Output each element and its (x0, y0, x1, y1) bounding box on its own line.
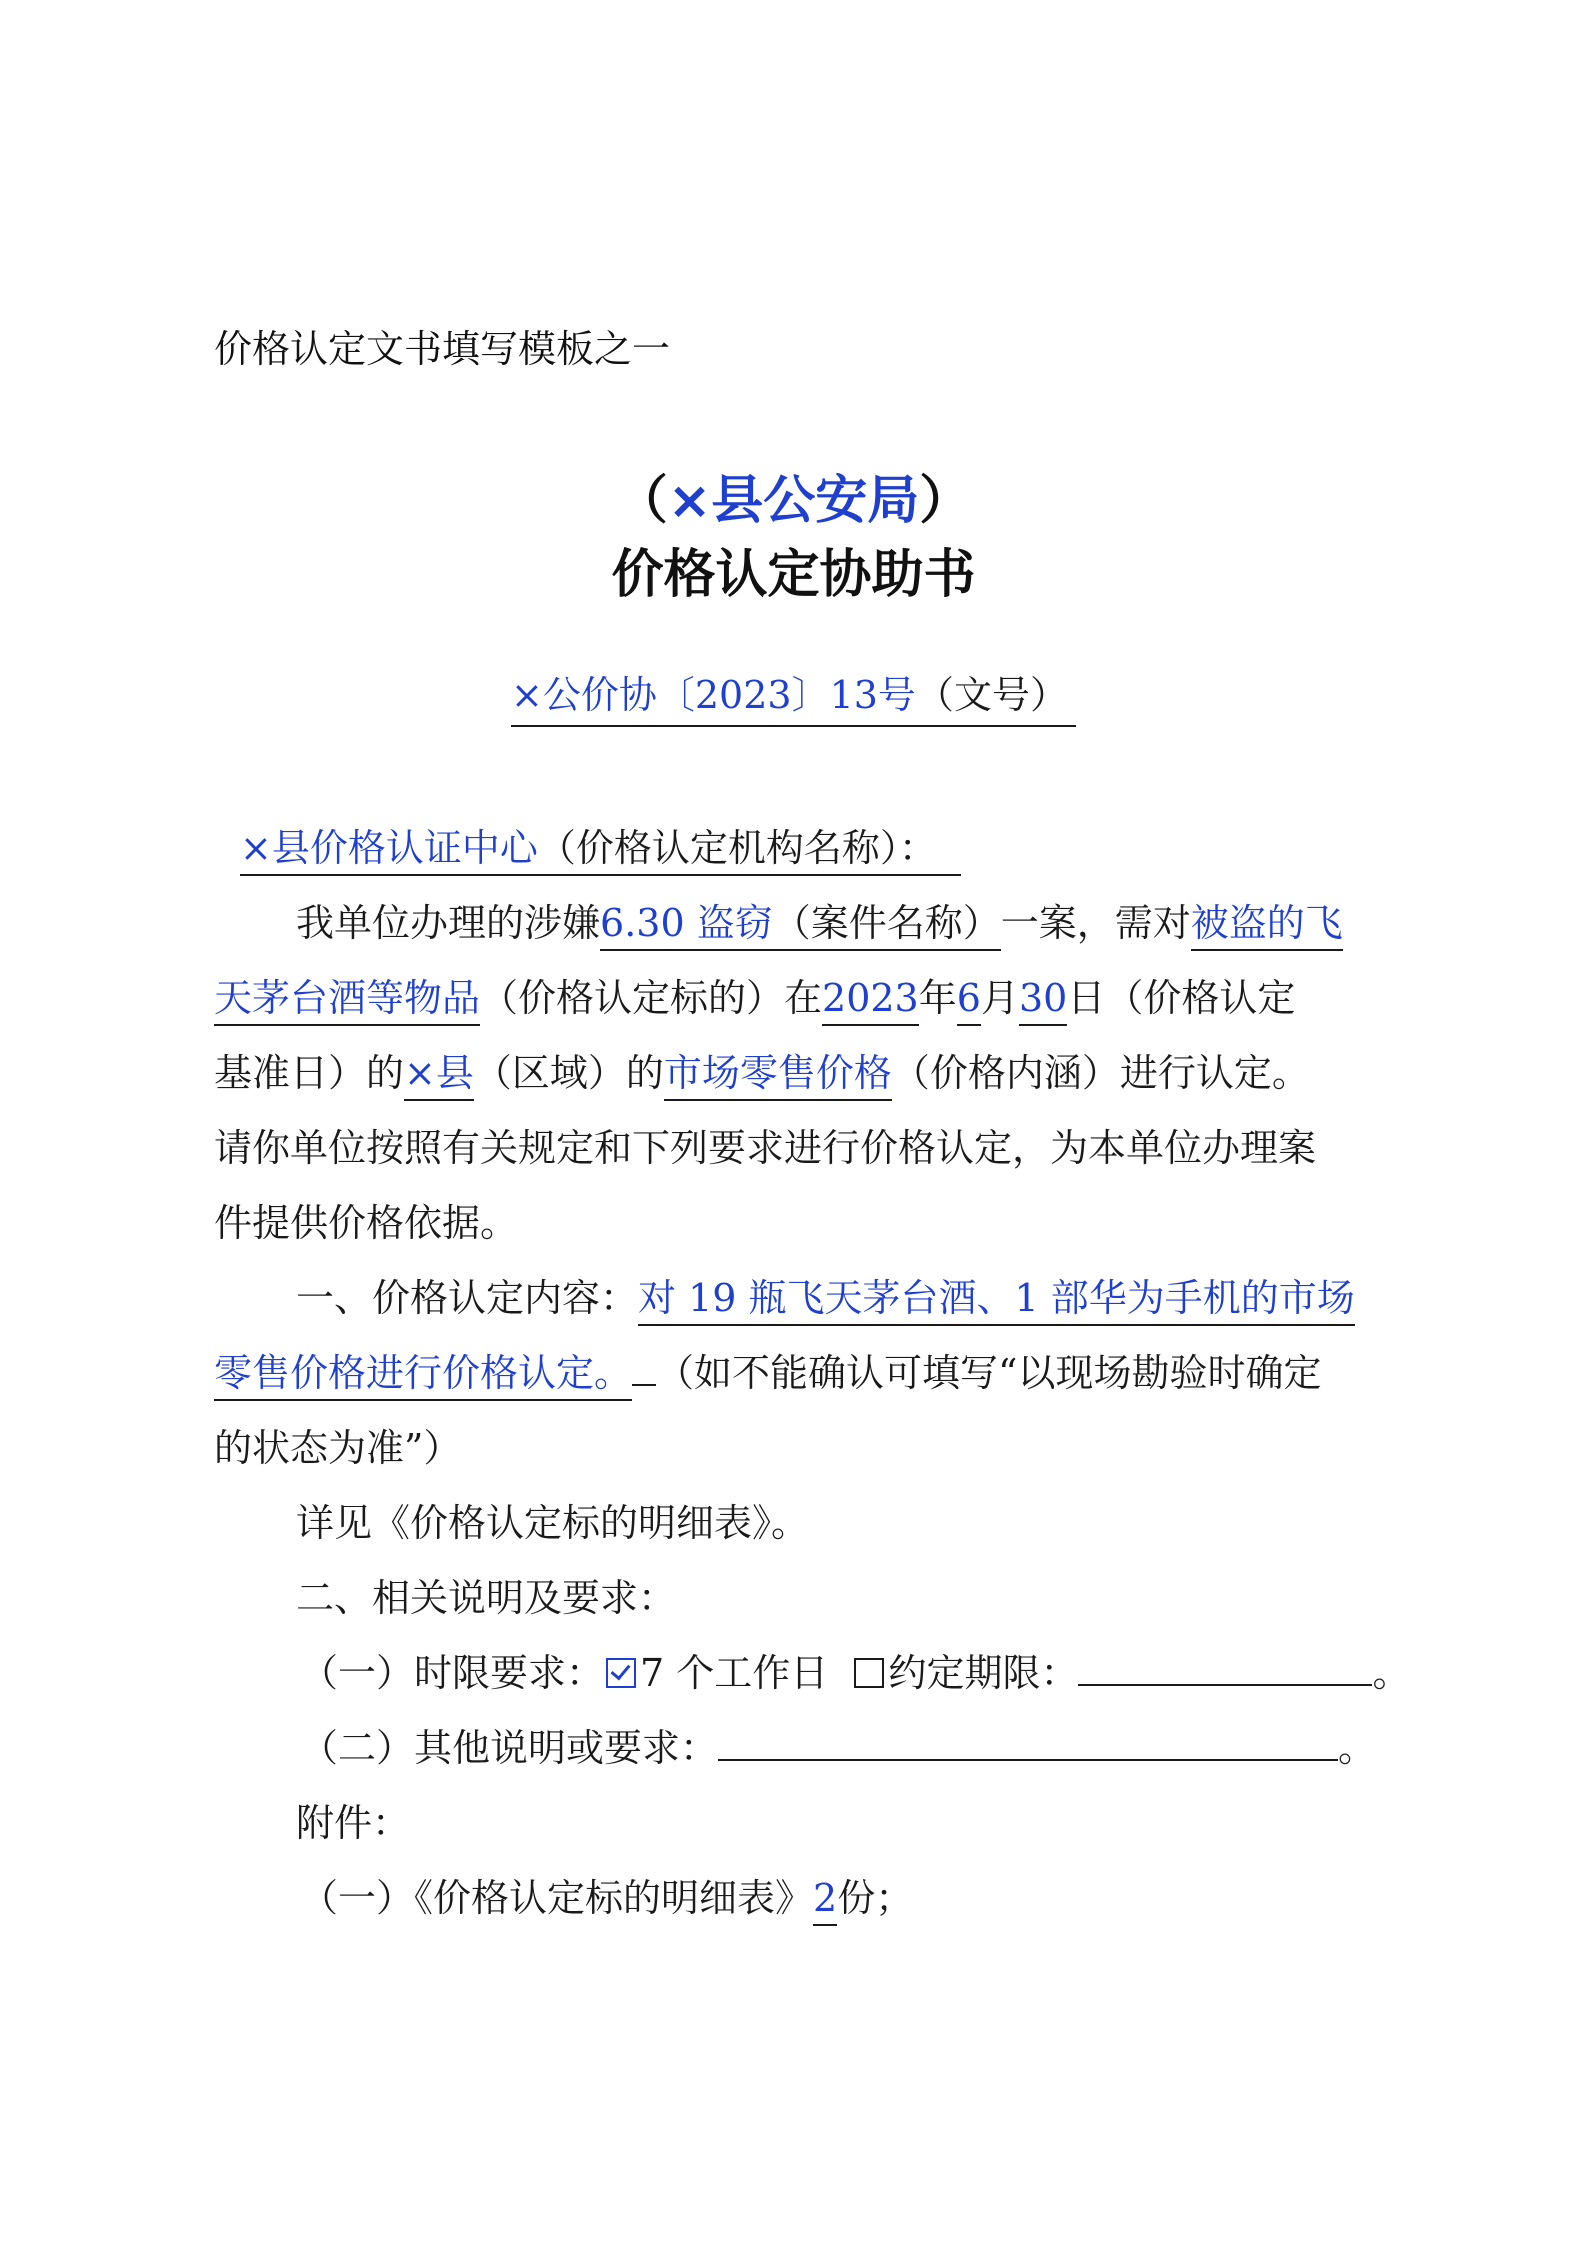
price-type-value: 市场零售价格 (664, 1051, 892, 1101)
section1-note-part1: （如不能确认可填写“以现场勘验时确定 (656, 1351, 1322, 1395)
body-line-3 (214, 1042, 1384, 1097)
attachment-item-1-count: 2 (813, 1876, 837, 1926)
attachment-item-1 (300, 1867, 1470, 1922)
addressee-line (240, 817, 1410, 872)
document-number-line (0, 664, 1587, 727)
year-unit: 年 (918, 976, 957, 1020)
section1-content-part1: 对 19 瓶飞天茅台酒、1 部华为手机的市场 (638, 1276, 1355, 1326)
section1-content-part2: 零售价格进行价格认定。 (214, 1351, 632, 1401)
section1-label: 一、价格认定内容： (296, 1276, 639, 1320)
object-value-part1: 被盗的飞 (1191, 901, 1343, 951)
issuer-title-line (0, 458, 1587, 533)
item1-end-punct: 。 (1372, 1651, 1411, 1695)
section1-line-2 (214, 1342, 1384, 1397)
year-value: 2023 (822, 976, 919, 1026)
section2-item2 (300, 1717, 1470, 1772)
document-number-hint: （文号） (915, 673, 1068, 717)
price-type-hint: （价格内涵）进行认定。 (891, 1051, 1310, 1095)
section2-item1 (300, 1642, 1470, 1697)
case-name-hint: （案件名称） (772, 901, 1001, 945)
object-hint: （价格认定标的）在 (480, 976, 823, 1020)
addressee-hint: （价格认定机构名称）： (537, 826, 937, 870)
object-value-part2: 天茅台酒等物品 (214, 976, 480, 1026)
body-text: 我单位办理的涉嫌 (296, 901, 601, 945)
body-line-2 (214, 967, 1384, 1022)
option-7-workdays: 7 个工作日 (640, 1651, 829, 1695)
case-name-value: 6.30 盗窃 (600, 901, 773, 945)
other-requirements-label: （二）其他说明或要求： (300, 1726, 719, 1770)
issuer-close-paren: ） (919, 471, 972, 531)
attachment-item-1-prefix: （一）《价格认定标的明细表》 (300, 1876, 814, 1920)
attachment-item-1-suffix: 份； (837, 1876, 914, 1920)
month-unit: 月 (980, 976, 1019, 1020)
section1-note-part2: 的状态为准”） (214, 1426, 462, 1470)
section2-label: 二、相关说明及要求： (296, 1576, 677, 1620)
issuer-open-paren: （ (615, 471, 668, 531)
day-value: 30 (1019, 976, 1067, 1026)
unchecked-checkbox-icon[interactable] (854, 1658, 884, 1688)
template-heading-note: 价格认定文书填写模板之一 (214, 327, 671, 371)
detail-reference: 详见《价格认定标的明细表》。 (296, 1501, 810, 1545)
body-line-4: 请你单位按照有关规定和下列要求进行价格认定，为本单位办理案 (214, 1126, 1317, 1170)
body-line-5: 件提供价格依据。 (214, 1201, 519, 1245)
item2-end-punct: 。 (1338, 1726, 1377, 1770)
addressee-field (240, 826, 961, 876)
body-text: 一案，需对 (1000, 901, 1191, 945)
addressee-value: ×县价格认证中心 (240, 826, 538, 870)
attachments-label: 附件： (296, 1801, 411, 1845)
day-unit: 日（价格认定 (1067, 976, 1296, 1020)
time-limit-label: （一）时限要求： (300, 1651, 605, 1695)
document-number-value: ×公价协〔2023〕13号 (511, 673, 916, 717)
region-value: ×县 (404, 1051, 474, 1101)
region-hint: （区域）的 (473, 1051, 664, 1095)
other-requirements-input[interactable] (718, 1723, 1338, 1761)
issuer-name: ×县公安局 (667, 471, 920, 531)
section1-line-1 (296, 1267, 1466, 1322)
option-agreed-period: 约定期限： (888, 1651, 1079, 1695)
document-number-field (511, 664, 1076, 727)
document-type-title: 价格认定协助书 (611, 545, 976, 605)
agreed-period-input[interactable] (1078, 1648, 1372, 1686)
body-line-1 (296, 892, 1466, 947)
checked-checkbox-icon[interactable] (606, 1658, 636, 1688)
month-value: 6 (957, 976, 981, 1026)
section1-content-blank (632, 1344, 656, 1386)
body-text: 基准日）的 (214, 1051, 405, 1095)
case-name-field (600, 901, 1001, 951)
